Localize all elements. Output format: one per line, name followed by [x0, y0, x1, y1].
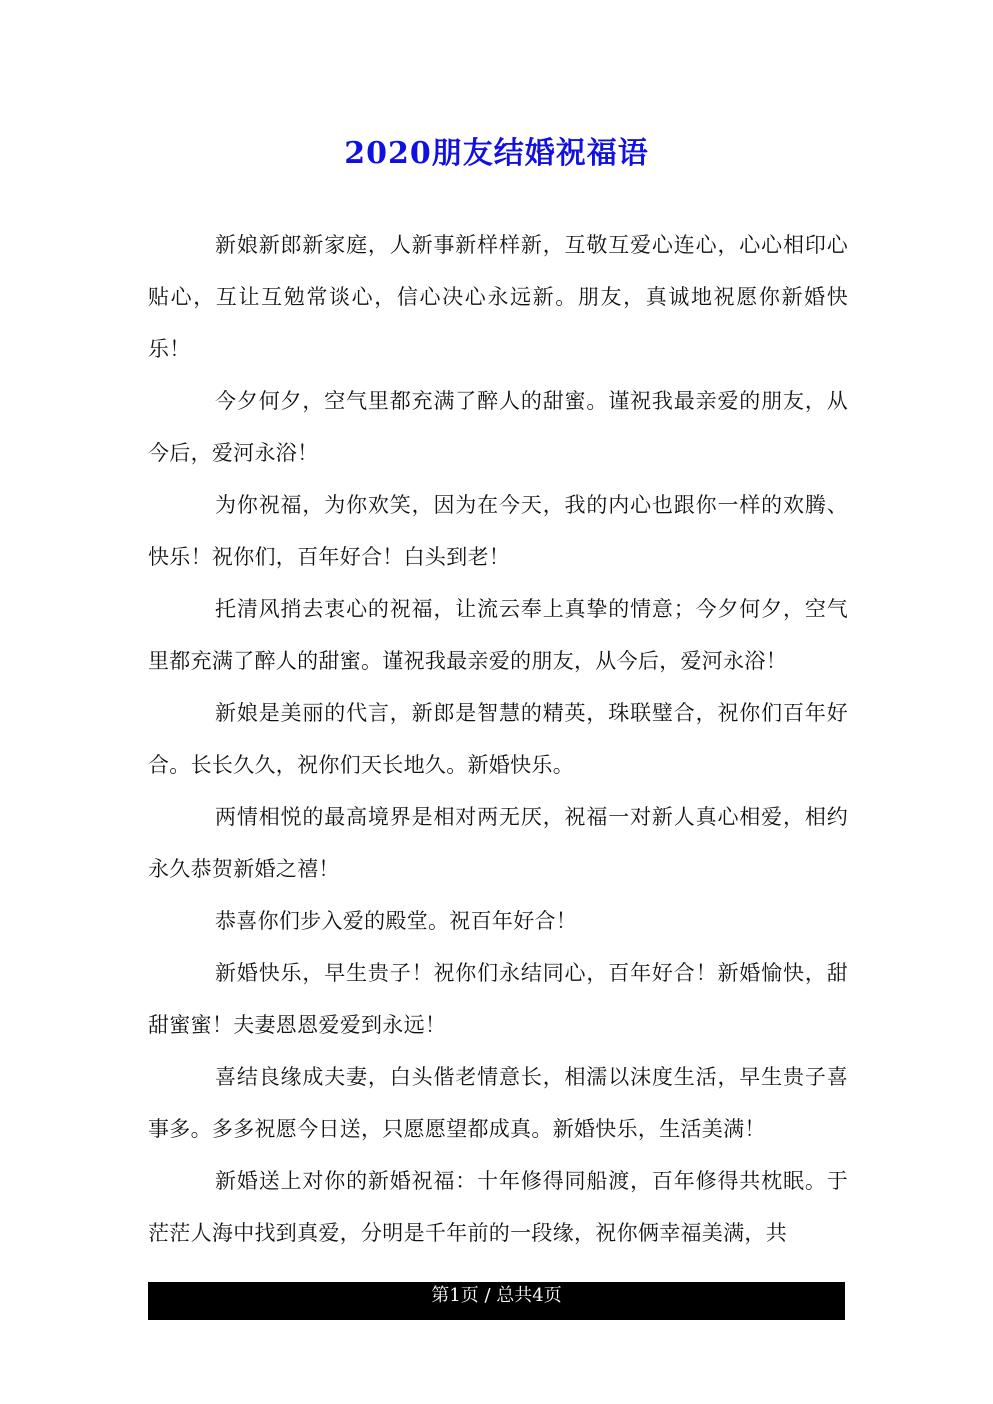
paragraph: 为你祝福，为你欢笑，因为在今天，我的内心也跟你一样的欢腾、快乐！祝你们，百年好合！白头到老！: [148, 493, 848, 569]
paragraph: 喜结良缘成夫妻，白头偕老情意长，相濡以沫度生活，早生贵子喜事多。多多祝愿今日送，只愿愿望都成真。新婚快乐，生活美满！: [148, 1065, 848, 1141]
page-footer: [148, 1282, 845, 1320]
paragraph: 新婚送上对你的新婚祝福：十年修得同船渡，百年修得共枕眠。于茫茫人海中找到真爱，分明是千年前的一段缘，祝你俩幸福美满，共: [148, 1169, 848, 1245]
document-title: 2020朋友结婚祝福语: [344, 136, 649, 171]
paragraph: 新娘新郎新家庭，人新事新样样新，互敬互爱心连心，心心相印心贴心，互让互勉常谈心，信心决心永远新。朋友，真诚地祝愿你新婚快乐！: [148, 233, 848, 361]
paragraph: 两情相悦的最高境界是相对两无厌，祝福一对新人真心相爱，相约永久恭贺新婚之禧！: [148, 805, 848, 881]
page-indicator: 第1页 / 总共4页: [431, 1285, 562, 1306]
paragraph: 恭喜你们步入爱的殿堂。祝百年好合！: [215, 909, 578, 933]
paragraph: 新婚快乐，早生贵子！祝你们永结同心，百年好合！新婚愉快，甜甜蜜蜜！夫妻恩恩爱爱到永远！: [148, 961, 848, 1037]
paragraph: 托清风捎去衷心的祝福，让流云奉上真挚的情意；今夕何夕，空气里都充满了醉人的甜蜜。谨祝我最亲爱的朋友，从今后，爱河永浴！: [148, 597, 848, 673]
document-body: [148, 219, 848, 1259]
paragraph: 新娘是美丽的代言，新郎是智慧的精英，珠联璧合，祝你们百年好合。长长久久，祝你们天长地久。新婚快乐。: [148, 701, 848, 777]
paragraph: 今夕何夕，空气里都充满了醉人的甜蜜。谨祝我最亲爱的朋友，从今后，爱河永浴！: [148, 389, 848, 465]
